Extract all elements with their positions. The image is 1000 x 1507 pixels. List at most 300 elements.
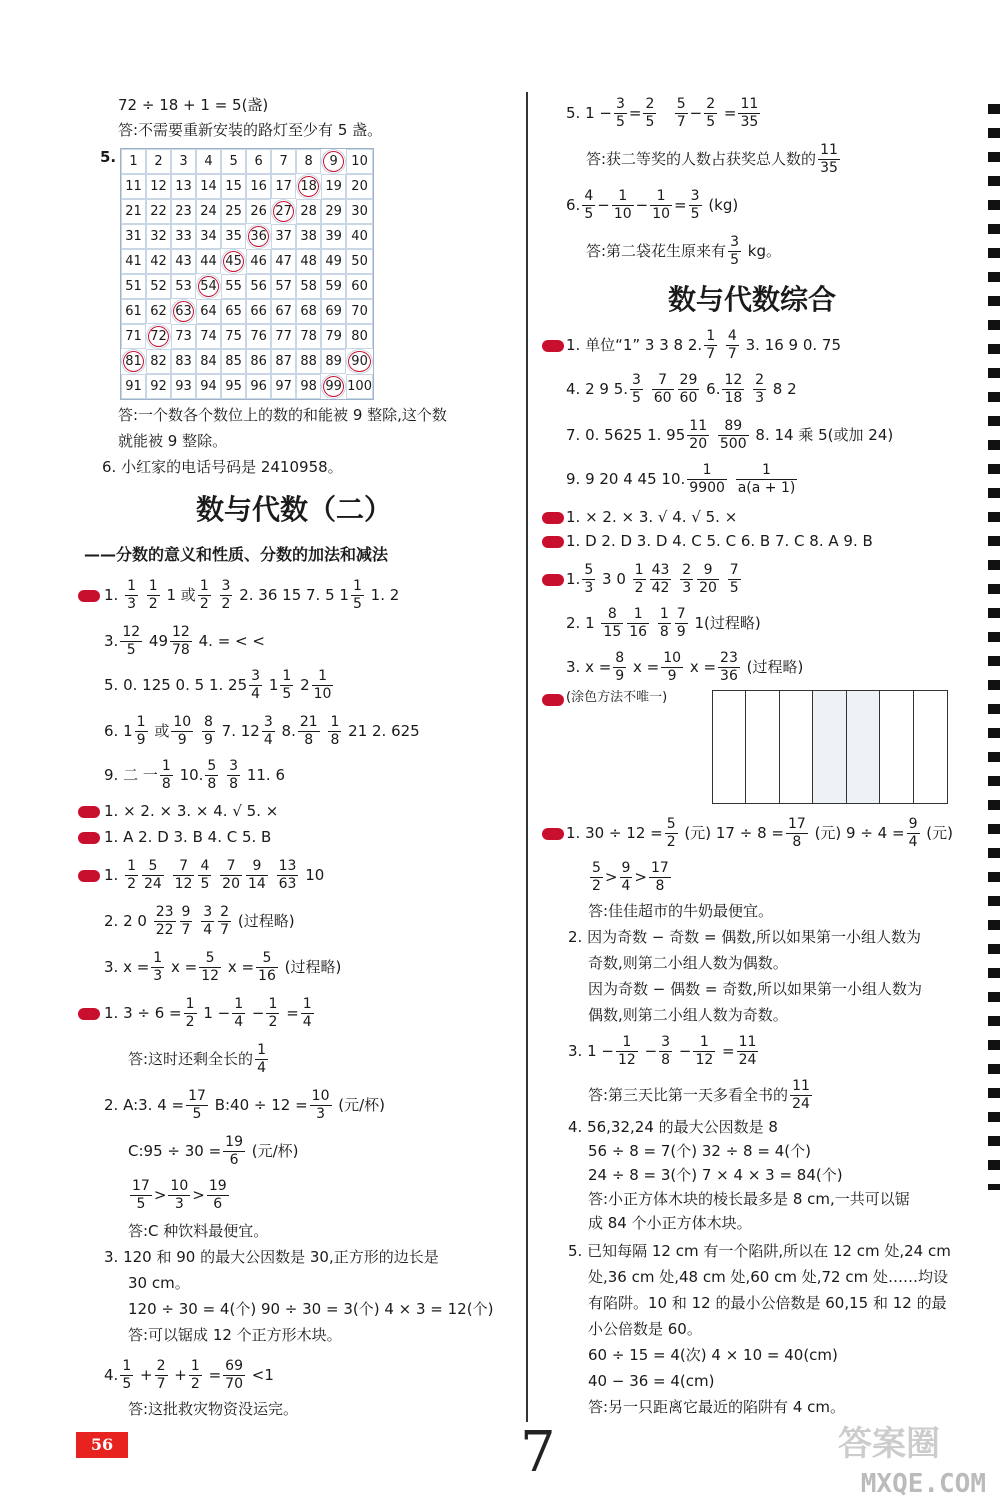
fraction-numerator: 3 [229,758,239,774]
grid-cell: 96 [246,374,271,399]
answer-line: 2. 1 $\frac{8}{15}$ $\frac{1}{16}$ $\frac{1}{8}$ $\frac{7}{9}$ 1(过程略) [566,606,761,640]
fraction [202,714,215,749]
fraction-numerator: 1 [257,1042,266,1058]
grid-cell: 48 [296,249,321,274]
fraction-denominator: 5 [730,251,739,268]
fraction-numerator: 9 [908,816,918,832]
fraction [687,462,727,497]
fraction [704,328,717,363]
grid-cell: 62 [146,299,171,324]
fraction-numerator: 1 [185,996,195,1012]
fraction-numerator: 3 [203,904,213,920]
fraction [328,714,341,749]
fraction [198,858,211,893]
text-line: 答:小正方体木块的棱长最多是 8 cm,一共可以锯 [588,1190,910,1208]
grid-cell: 58 [296,274,321,299]
fraction-denominator: 24 [144,875,162,892]
section-badge [78,832,100,844]
fraction [614,96,627,131]
fraction-numerator: 3 [251,668,261,684]
fraction-numerator: 1 [122,1358,132,1374]
fraction-denominator: 12 [201,967,220,984]
fraction [120,624,142,659]
answer-line: 3. x = $\frac{1}{3}$ x = $\frac{5}{12}$ x = $\frac{5}{16}$ (过程略) [104,950,342,984]
fraction [718,650,740,685]
fraction-denominator: 20 [699,579,717,596]
fraction-numerator: 7 [676,606,686,622]
fraction-numerator: 5 [592,860,601,876]
text-line: 答:另一只距离它最近的陷阱有 4 cm。 [588,1398,845,1416]
fraction-numerator: 2 [682,562,692,578]
fraction-denominator: 3 [755,389,764,406]
fraction-denominator: 3 [174,1195,184,1212]
fraction [310,1088,332,1123]
grid-cell: 91 [121,374,146,399]
section-badge [542,574,564,586]
fraction-numerator: 9 [697,562,719,580]
grid-cell: 39 [321,224,346,249]
fraction-numerator: 1 [627,606,649,624]
grid-cell: 46 [246,249,271,274]
fraction-numerator: 5 [207,758,217,774]
text-line: 24 ÷ 8 = 3(个) 7 × 4 × 3 = 84(个) [588,1166,843,1184]
fraction-denominator: 60 [653,389,672,406]
fraction-numerator: 5 [676,96,686,112]
fraction [151,950,164,985]
fraction-numerator: 29 [679,372,698,388]
fraction [675,606,688,641]
grid-cell: 9 [321,149,346,174]
fraction [198,578,211,613]
grid-cell: 87 [271,349,296,374]
answer-line: 3. 1 − $\frac{1}{12}$ − $\frac{3}{8}$ − $\frac{1}{12}$ = $\frac{11}{24}$ [568,1034,757,1068]
fraction [728,234,741,269]
grid-cell: 52 [146,274,171,299]
grid-cell: 23 [171,199,196,224]
grid-cell: 61 [121,299,146,324]
fraction-numerator: 2 [156,1358,166,1374]
fraction [205,758,218,793]
fraction-denominator: 42 [651,579,670,596]
fraction-denominator: 15 [603,623,622,640]
fraction [142,858,164,893]
fraction-numerator: 12 [172,624,190,640]
fraction [620,860,633,895]
fraction-denominator: 5 [584,205,594,222]
grid-cell: 4 [196,149,221,174]
grid-cell: 80 [346,324,373,349]
fraction-denominator: 2 [268,1013,278,1030]
fraction [582,562,595,597]
grid-cell: 43 [171,249,196,274]
fraction-numerator: 1 [736,462,798,480]
answer-line: 1. 3 ÷ 6 = $\frac{1}{2}$ 1 − $\frac{1}{4}$ − $\frac{1}{2}$ = $\frac{1}{4}$ [104,996,312,1030]
grid-cell: 6 [246,149,271,174]
fraction-denominator: 20 [222,875,240,892]
fraction-denominator: 10 [313,685,332,702]
fraction-numerator: 43 [651,562,670,578]
fraction-denominator: 9 [676,623,686,640]
grid-cell: 78 [296,324,321,349]
fraction [630,372,643,407]
text-line: 因为奇数 − 偶数 = 奇数,所以如果第一小组人数为 [588,980,922,998]
fraction [125,578,138,613]
grid-cell: 24 [196,199,221,224]
answer-line: 5. 0. 125 0. 5 1. 25 $\frac{3}{4}$ 1 $\frac{1}{5}$ 2 $\frac{1}{10}$ [104,668,332,702]
grid-cell: 42 [146,249,171,274]
grid-cell: 29 [321,199,346,224]
fraction [722,372,744,407]
grid-cell: 73 [171,324,196,349]
fraction-denominator: 7 [181,921,191,938]
fraction [184,996,197,1031]
fraction [262,714,275,749]
coloring-diagram [712,690,948,804]
answer-line: 1. $\frac{1}{2}$ $\frac{5}{24}$ $\frac{7}{12}$ $\frac{4}{5}$ $\frac{7}{20}$ $\frac{9}{14}$ $\frac{13}{63}$ 10 [104,858,325,892]
grid-cell: 64 [196,299,221,324]
diagram-strip [880,691,913,803]
answer-line: 6. 1 $\frac{1}{9}$ 或 $\frac{10}{9}$ $\frac{8}{9}$ 7. 12 $\frac{3}{4}$ 8. $\frac{21}{8}$ $\frac{1}{8}$ 21 2. 625 [104,714,420,748]
fraction [155,1358,168,1393]
text-line: 答:可以锯成 12 个正方形木块。 [128,1326,342,1344]
answer-line: 1. × 2. × 3. × 4. √ 5. × [104,802,279,820]
fraction-numerator: 89 [718,418,749,436]
fraction-numerator: 12 [122,624,141,640]
fraction-denominator: 3 [127,595,137,612]
fraction-numerator: 1 [687,462,727,480]
question-number: 5. [100,148,117,166]
fraction-denominator: 9 [203,731,213,748]
text-line: 有陷阱。10 和 12 的最小公倍数是 60,15 和 12 的最 [588,1294,947,1312]
diagram-strip [713,691,746,803]
text-line: 40 − 36 = 4(cm) [588,1372,715,1390]
grid-cell: 84 [196,349,221,374]
fraction [199,950,221,985]
grid-cell: 31 [121,224,146,249]
fraction-denominator: 4 [908,833,918,850]
grid-cell: 89 [321,349,346,374]
grid-cell: 51 [121,274,146,299]
fraction [689,188,702,223]
fraction [737,1034,759,1069]
fraction [718,418,749,453]
fraction [220,858,242,893]
fraction-numerator: 2 [706,96,716,112]
fraction [612,188,634,223]
fraction-denominator: 70 [225,1375,243,1392]
fraction-numerator: 1 [650,188,672,206]
fraction-denominator: 8 [655,877,665,894]
fraction-denominator: 35 [820,159,838,176]
answer-line: 1. $\frac{5}{3}$ 3 0 $\frac{1}{2}$ $\frac{43}{42}$ $\frac{2}{3}$ $\frac{9}{20}$ $\frac{7}{5}$ [566,562,739,596]
grid-cell: 53 [171,274,196,299]
fraction-numerator: 1 [693,1034,715,1052]
fraction-numerator: 3 [730,234,739,250]
fraction-denominator: 22 [155,921,174,938]
fraction-denominator: 9 [136,731,146,748]
answer-line: 9. 二 一 $\frac{1}{8}$ 10. $\frac{5}{8}$ $\frac{3}{8}$ 11. 6 [104,758,285,792]
grid-cell: 1 [121,149,146,174]
fraction-numerator: 1 [659,606,669,622]
text-line: 答:C 种饮料最便宜。 [128,1222,269,1240]
grid-cell: 16 [246,174,271,199]
fraction [726,328,739,363]
grid-cell: 18 [296,174,321,199]
fraction-numerator: 17 [132,1178,150,1194]
answer-line: 6. $\frac{4}{5}$ − $\frac{1}{10}$ − $\frac{1}{10}$ = $\frac{3}{5}$ (kg) [566,188,739,222]
fraction [582,188,595,223]
fraction-numerator: 10 [173,714,192,730]
fraction-numerator: 1 [153,950,163,966]
fraction-denominator: 2 [127,875,137,892]
grid-cell: 3 [171,149,196,174]
grid-cell: 98 [296,374,321,399]
fraction-denominator: 5 [192,1105,202,1122]
section-badge [78,806,100,818]
fraction [135,714,148,749]
answer-line: 3. $\frac{12}{5}$ 49 $\frac{12}{78}$ 4. = < < [104,624,265,658]
fraction-denominator: 8 [304,731,314,748]
grid-cell: 8 [296,149,321,174]
fraction-denominator: 12 [174,875,193,892]
grid-cell: 44 [196,249,221,274]
grid-cell: 36 [246,224,271,249]
grid-cell: 66 [246,299,271,324]
fraction-denominator: 2 [190,1375,200,1392]
fraction-numerator: 1 [136,714,146,730]
section-badge [542,512,564,524]
answer-line: 答:第三天比第一天多看全书的 $\frac{11}{24}$ [588,1078,810,1112]
fraction [154,904,176,939]
text-line: 4. 56,32,24 的最大公因数是 8 [568,1118,778,1136]
fraction-numerator: 9 [246,858,268,876]
fraction-numerator: 1 [352,578,362,594]
fraction [652,372,674,407]
grid-cell: 19 [321,174,346,199]
fraction-numerator: 1 [148,578,158,594]
fraction-denominator: 10 [613,205,632,222]
fraction-numerator: 7 [729,562,739,578]
grid-cell: 65 [221,299,246,324]
text-line: 奇数,则第二小组人数为偶数。 [588,954,788,972]
text-line: 72 ÷ 18 + 1 = 5(盏) [118,96,269,114]
page-number: 56 [76,1432,128,1458]
answer-line: 1. D 2. D 3. D 4. C 5. C 6. B 7. C 8. A 9. B [566,532,873,550]
grid-cell: 99 [321,374,346,399]
fraction [120,1358,133,1393]
grid-cell: 72 [146,324,171,349]
fraction [223,1358,245,1393]
fraction-denominator: 9 [177,731,187,748]
grid-cell: 93 [171,374,196,399]
watermark: MXQE.COM [860,1469,986,1499]
section-badge [542,340,564,352]
fraction-numerator: 2 [755,372,764,388]
fraction-denominator: 7 [676,113,686,130]
fraction-numerator: 1 [282,668,292,684]
fraction [180,904,193,939]
grid-cell: 54 [196,274,221,299]
fraction-denominator: 7 [156,1375,166,1392]
fraction-denominator: 4 [234,1013,244,1030]
fraction-denominator: 12 [695,1051,714,1068]
watermark-logo: 答案圈 [838,1424,940,1464]
grid-cell: 75 [221,324,246,349]
text-line: 小公倍数是 60。 [588,1320,702,1338]
fraction [173,858,195,893]
fraction-numerator: 23 [720,650,738,666]
fraction [266,996,279,1031]
grid-cell: 56 [246,274,271,299]
fraction [661,650,683,685]
answer-line: 7. 0. 5625 1. 95 $\frac{11}{20}$ $\frac{89}{500}$ 8. 14 乘 5(或加 24) [566,418,894,452]
fraction-numerator: 17 [651,860,669,876]
fraction-numerator: 1 [199,578,209,594]
text-line: 处,36 cm 处,48 cm 处,60 cm 处,72 cm 处……均设 [588,1268,949,1286]
answer-line: 2. 2 0 $\frac{23}{22}$ $\frac{9}{7}$ $\frac{3}{4}$ $\frac{2}{7}$ (过程略) [104,904,295,938]
grid-cell: 14 [196,174,221,199]
fraction [125,858,138,893]
diagram-strip-shaded [847,691,880,803]
grid-cell: 90 [346,349,373,374]
fraction-denominator: 5 [615,113,625,130]
answer-line: 答:获二等奖的人数占获奖总人数的 $\frac{11}{35}$ [586,142,838,176]
text-line: 成 84 个小正方体木块。 [588,1214,752,1232]
fraction-denominator: 6 [229,1151,239,1168]
grid-cell: 85 [221,349,246,374]
text-line: 120 ÷ 30 = 4(个) 90 ÷ 30 = 3(个) 4 × 3 = 12(个) [128,1300,494,1318]
fraction [643,96,656,131]
grid-cell: 69 [321,299,346,324]
fraction-numerator: 4 [584,188,594,204]
grid-cell: 63 [171,299,196,324]
fraction-denominator: 3 [316,1105,326,1122]
section-heading: 数与代数（二） [196,493,393,526]
text-line: 60 ÷ 15 = 4(次) 4 × 10 = 40(cm) [588,1346,838,1364]
fraction [650,188,672,223]
fraction [693,1034,715,1069]
grid-cell: 100 [346,374,373,399]
fraction-denominator: 4 [203,921,213,938]
fraction-numerator: 3 [690,188,700,204]
fraction-denominator: 5 [729,579,739,596]
fraction-numerator: 1 [127,858,137,874]
grid-cell: 32 [146,224,171,249]
fraction [818,142,840,177]
answer-line: 4. 2 9 5. $\frac{3}{5}$ $\frac{7}{60}$ $\frac{29}{60}$ 6. $\frac{12}{18}$ $\frac{2}{3}$ 8 2 [566,372,797,406]
answer-line: 3. x = $\frac{8}{9}$ x = $\frac{10}{9}$ x = $\frac{23}{36}$ (过程略) [566,650,804,684]
answer-line: 1. 单位“1” 3 3 8 2. $\frac{1}{7}$ $\frac{4}{7}$ 3. 16 9 0. 75 [566,328,842,362]
grid-cell: 11 [121,174,146,199]
fraction-numerator: 1 [302,996,312,1012]
section-badge [542,828,564,840]
grid-cell: 59 [321,274,346,299]
grid-cell: 49 [321,249,346,274]
grid-cell: 71 [121,324,146,349]
section-badge [78,870,100,882]
fraction-numerator: 1 [616,1034,638,1052]
fraction [277,858,299,893]
column-divider [526,92,528,1422]
fraction-numerator: 3 [221,578,231,594]
fraction-denominator: 2 [185,1013,195,1030]
grid-cell: 47 [271,249,296,274]
grid-cell: 97 [271,374,296,399]
fraction-denominator: 5 [690,205,700,222]
fraction [130,1178,152,1213]
fraction-denominator: a(a + 1) [737,479,796,496]
fraction-denominator: 8 [792,833,802,850]
fraction-denominator: 5 [645,113,655,130]
fraction-numerator: 10 [170,1178,189,1194]
fraction-numerator: 19 [225,1134,243,1150]
fraction-denominator: 8 [229,775,239,792]
text-line: 答:一个数各个数位上的数的和能被 9 整除,这个数 [118,406,447,424]
answer-line: 1. $\frac{1}{3}$ $\frac{1}{2}$ 1 或 $\frac{1}{2}$ $\frac{3}{2}$ 2. 36 15 7. 5 1 $\frac{1}{5}$ 1. 2 [104,578,400,612]
fraction-numerator: 4 [727,328,737,344]
fraction-numerator: 3 [661,1034,671,1050]
fraction-denominator: 2 [634,579,644,596]
grid-cell: 67 [271,299,296,324]
fraction [658,606,671,641]
grid-cell: 28 [296,199,321,224]
answer-line: 1. 30 ÷ 12 = $\frac{5}{2}$ (元) 17 ÷ 8 = $\frac{17}{8}$ (元) 9 ÷ 4 = $\frac{9}{4}$ (元) [566,816,953,850]
fraction-numerator: 10 [663,650,682,666]
fraction-numerator: 5 [666,816,676,832]
fraction [223,1134,245,1169]
grid-cell: 34 [196,224,221,249]
fraction-numerator: 7 [173,858,195,876]
grid-cell: 20 [346,174,373,199]
fraction-numerator: 8 [203,714,213,730]
fraction-denominator: 5 [122,1375,132,1392]
section-subheading: ——分数的意义和性质、分数的加法和减法 [84,545,389,564]
grid-cell: 76 [246,324,271,349]
fraction [207,1178,229,1213]
answer-line: $\frac{17}{5}$ > $\frac{10}{3}$ > $\frac{19}{6}$ [132,1178,227,1212]
fraction-numerator: 9 [181,904,191,920]
fraction [704,96,717,131]
diagram-strip [780,691,813,803]
fraction-numerator: 3 [263,714,273,730]
fraction-denominator: 18 [724,389,743,406]
grid-cell: 55 [221,274,246,299]
fraction-numerator: 5 [256,950,278,968]
section-badge [78,1008,100,1020]
text-line: 56 ÷ 8 = 7(个) 32 ÷ 8 = 4(个) [588,1142,811,1160]
fraction-numerator: 1 [234,996,244,1012]
answer-line: 答:第二袋花生原来有 $\frac{3}{5}$ kg。 [586,234,781,268]
fraction-numerator: 1 [612,188,634,206]
fraction-numerator: 5 [199,950,221,968]
fraction-denominator: 8 [161,775,171,792]
fraction [201,904,214,939]
fraction-numerator: 11 [738,1034,757,1050]
fraction [298,714,320,749]
grid-cell: 74 [196,324,221,349]
fraction [738,96,760,131]
fraction-denominator: 2 [666,833,676,850]
fraction-numerator: 1 [312,668,334,686]
grid-cell: 86 [246,349,271,374]
grid-cell: 38 [296,224,321,249]
fraction [246,858,268,893]
fraction-numerator: 3 [615,96,625,112]
grid-cell: 94 [196,374,221,399]
fraction [227,758,240,793]
fraction-numerator: 3 [632,372,641,388]
text-line: (涂色方法不唯一) [566,690,668,705]
